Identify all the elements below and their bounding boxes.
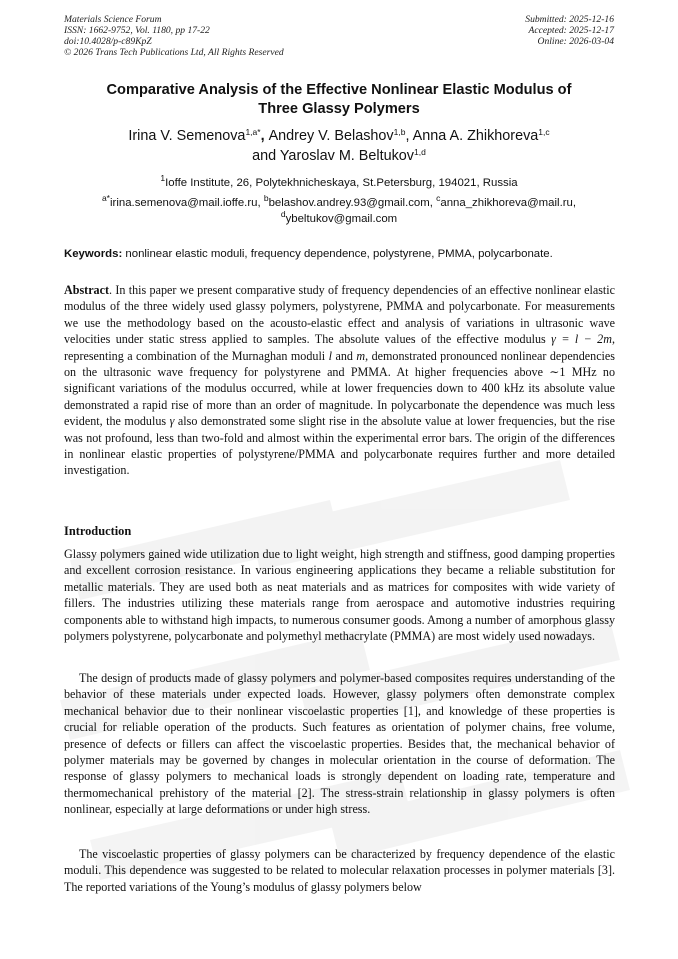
author-name: Yaroslav M. Beltukov bbox=[279, 148, 415, 164]
keywords-text: nonlinear elastic moduli, frequency dependence, polystyrene, PMMA, polycarbonate. bbox=[122, 248, 553, 260]
paragraph: The design of products made of glassy polymers and polymer-based composites requires understanding of the behavior of these materials under expected loads. However, glassy polymers often demonstrate complex mechanical behavior due to their nonlinear viscoelastic properties [1], and knowledge of these properties is crucial for reliable operation of the products. Such features as orientation of polymer chains, free volume, presence of defects or fillers can affect the viscoelastic properties. Besides that, the mechanical behavior of polymer materials may be governed by changes in molecular orientation in the course of deformation. The response of glassy polymers to mechanical loads is strongly dependent on loading rate, temperature and thermomechanical prehistory of the material [2]. The stress-strain relationship in glassy polymers is often nonlinear, especially at large deformations or under high stress. bbox=[64, 671, 615, 817]
author-name: Anna A. Zhikhoreva bbox=[412, 128, 539, 144]
affiliation: $^1$Ioffe Institute, 26, Polytekhnicheskaya, St.Petersburg, 194021, Russia bbox=[160, 173, 518, 189]
copyright: © 2026 Trans Tech Publications Ltd, All Rights Reserved bbox=[64, 47, 284, 58]
emails-line-1: $^{a*}$irina.semenova@mail.ioffe.ru, $^b$belashov.andrey.93@gmail.com, $^c$anna_zhikhoreva@mail.ru, bbox=[101, 193, 577, 209]
author-sup: 1,d bbox=[414, 147, 426, 157]
paragraph: Glassy polymers gained wide utilization due to light weight, high strength and stiffness, good damping properties and excellent corrosion resistance. In various engineering applications they became a reliable substitution for metallic materials. They are used both as neat materials and as matrices for composites with wide variety of fillers. The industries utilizing these materials range from aerospace and automotive industries requiring components able to withstand high impacts, to numerous consumer goods. Among a number of amorphous glassy polymers polystyrene, polycarbonate and polymethyl methacrylate (PMMA) are most widely used nowadays. bbox=[64, 547, 615, 644]
online-date: Online: 2026-03-04 bbox=[537, 36, 614, 47]
email-link[interactable]: anna_zhikhoreva@mail.ru bbox=[440, 197, 573, 209]
author-sup: 1,c bbox=[538, 127, 550, 137]
keywords-label: Keywords: bbox=[64, 248, 123, 260]
issn-line: ISSN: 1662-9752, Vol. 1180, pp 17-22 bbox=[64, 25, 210, 36]
journal-name: Materials Science Forum bbox=[64, 14, 162, 25]
author-emails bbox=[64, 193, 614, 227]
author-name: Irina V. Semenova bbox=[128, 128, 246, 144]
author-sup: 1,a* bbox=[245, 127, 261, 137]
emails-line-2: $^d$ybeltukov@gmail.com bbox=[280, 208, 398, 225]
author-sup: 1,b bbox=[393, 127, 406, 137]
journal-header bbox=[64, 14, 284, 58]
author-name: Andrey V. Belashov bbox=[268, 128, 394, 144]
doi[interactable]: doi:10.4028/p-c89KpZ bbox=[64, 36, 152, 47]
submitted-date: Submitted: 2025-12-16 bbox=[525, 14, 614, 25]
paragraph: The viscoelastic properties of glassy polymers can be characterized by frequency dependence of the elastic moduli. This dependence was suggested to be related to molecular relaxation processes in polymer materials [3]. The reported variations of the Young’s modulus of glassy polymers below bbox=[64, 847, 615, 894]
authors-line-2: and Yaroslav M. Beltukov$^{1,d}$ bbox=[252, 147, 426, 164]
paper-title bbox=[64, 81, 614, 119]
title-line-1: Comparative Analysis of the Effective Nonlinear Elastic Modulus of bbox=[106, 82, 572, 98]
section-heading-introduction: Introduction bbox=[64, 524, 132, 538]
formula: γ = l − 2m bbox=[551, 332, 612, 347]
author-list bbox=[64, 126, 614, 166]
email-link[interactable]: ybeltukov@gmail.com bbox=[285, 212, 398, 225]
email-link[interactable]: belashov.andrey.93@gmail.com bbox=[268, 197, 430, 209]
dates-header bbox=[525, 14, 614, 47]
authors-line-1: Irina V. Semenova$^{1,a*}$, Andrey V. Belashov$^{1,b}$, Anna A. Zhikhoreva$^{1,c}$ bbox=[128, 127, 550, 144]
accepted-date: Accepted: 2025-12-17 bbox=[528, 25, 614, 36]
abstract-label: Abstract bbox=[64, 283, 110, 297]
keywords bbox=[64, 247, 619, 262]
abstract: Abstract. In this paper we present comparative study of frequency dependencies of an effective nonlinear elastic modulus of the three widely used glassy polymers, polystyrene, PMMA and polycarbonate. For measurements we use the methodology based on the acousto-elastic effect and analysis of variations in ultrasonic wave velocities under static stress applied to samples. The absolute values of the effective modulus γ = l − 2m, representing a combination of the Murnaghan moduli l and m, demonstrated pronounced nonlinear dependencies on the ultrasonic wave frequency for polystyrene and PMMA. At higher frequencies above ∼1 MHz no significant variations of the modulus occurred, while at lower frequencies down to 400 kHz its absolute value demonstrated a rapid rise of more than an order of magnitude. In polycarbonate the dependence was much less evident, the modulus γ also demonstrated some slight rise in the absolute value at lower frequencies, but the rise was not profound, less than two-fold and almost within the experimental error bars. The origin of the differences in nonlinear elastic properties of polystyrene/PMMA and polycarbonate requires further and more detailed investigation. bbox=[64, 283, 615, 478]
email-link[interactable]: irina.semenova@mail.ioffe.ru bbox=[110, 197, 258, 209]
title-line-2: Three Glassy Polymers bbox=[258, 101, 420, 117]
